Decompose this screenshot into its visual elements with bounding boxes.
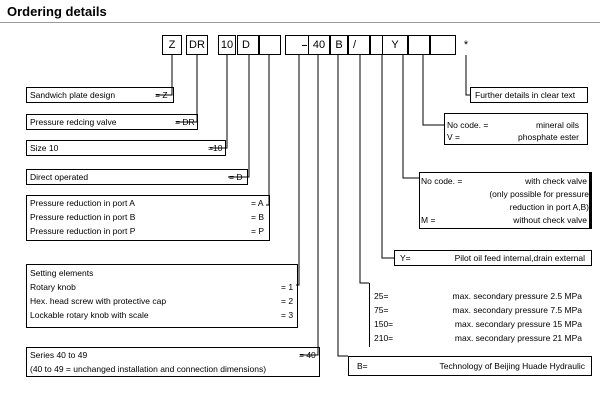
- check-without: without check valve: [513, 215, 587, 225]
- reduction-box: [26, 195, 270, 241]
- check-line2: (only possible for pressure: [489, 189, 589, 199]
- setting-heading: Setting elements: [30, 268, 94, 278]
- further-label: Further details in clear text: [475, 90, 576, 100]
- setting-item-2-label: Hex. head screw with protective cap: [30, 296, 167, 306]
- pressure-code-1: 25=: [374, 291, 389, 301]
- code-cell-z: Z: [162, 35, 182, 55]
- reduction-p-code: = P: [251, 226, 264, 236]
- tech-box: [348, 356, 592, 376]
- seals-code-2: V =: [447, 132, 460, 142]
- tech-code: B=: [357, 361, 368, 371]
- pressure-box: [369, 283, 592, 347]
- code-cell-size: 10: [218, 35, 236, 55]
- series-code: = 40: [299, 350, 316, 360]
- setting-item-2-code: = 2: [281, 296, 294, 306]
- series-label: Series 40 to 49: [30, 350, 88, 360]
- setting-item-3-label: Lockable rotary knob with scale: [30, 310, 149, 320]
- size-box: [26, 140, 226, 156]
- setting-item-1-label: Rotary knob: [30, 282, 76, 292]
- series-box: [26, 347, 320, 377]
- further-box: [470, 87, 588, 103]
- pilot-box: [394, 250, 592, 266]
- code-cell-check: [408, 35, 430, 55]
- seals-desc-1: mineral oils: [536, 120, 579, 130]
- valve-code: = DR: [175, 117, 195, 127]
- pressure-desc-4: max. secondary pressure 21 MPa: [454, 333, 582, 343]
- seals-code-1: No code. =: [447, 120, 489, 130]
- reduction-a-label: Pressure reduction in port A: [30, 198, 135, 208]
- reduction-b-code: = B: [251, 212, 264, 222]
- code-cell-seals: [430, 35, 456, 55]
- pilot-desc: Pilot oil feed internal,drain external: [454, 253, 585, 263]
- setting-item-1-code: = 1: [281, 282, 294, 292]
- size-code: =10: [208, 143, 223, 153]
- check-line3: reduction in port A,B): [509, 202, 589, 212]
- pressure-desc-2: max. secondary pressure 7.5 MPa: [452, 305, 582, 315]
- setting-item-3-code: = 3: [281, 310, 294, 320]
- code-cell-dr: DR: [186, 35, 208, 55]
- code-cell-series: 40: [308, 35, 330, 55]
- design-box: [26, 87, 174, 103]
- valve-box: [26, 114, 198, 130]
- pressure-desc-1: max. secondary pressure 2.5 MPa: [452, 291, 582, 301]
- valve-label: Pressure redcing valve: [30, 117, 117, 127]
- code-cell-d: D: [237, 35, 259, 55]
- design-code: = Z: [155, 90, 168, 100]
- code-dash: [302, 45, 307, 46]
- tech-desc: Technology of Beijing Huade Hydraulic: [439, 361, 585, 371]
- design-label: Sandwich plate design: [30, 90, 116, 100]
- code-cell-b: B: [330, 35, 348, 55]
- code-cell-slash: /: [348, 35, 370, 55]
- reduction-p-label: Pressure reduction in port P: [30, 226, 136, 236]
- code-cell-star: *: [456, 35, 476, 55]
- check-m-code: M =: [421, 215, 436, 225]
- operated-box: [26, 169, 248, 185]
- reduction-a-code: = A: [251, 198, 264, 208]
- reduction-b-label: Pressure reduction in port B: [30, 212, 136, 222]
- pilot-code: Y=: [400, 253, 411, 263]
- check-with: with check valve: [525, 176, 587, 186]
- code-cell-reduction: [259, 35, 281, 55]
- seals-box: [444, 113, 588, 145]
- check-no-code: No code. =: [421, 176, 463, 186]
- check-box: [419, 172, 592, 229]
- pressure-code-3: 150=: [374, 319, 394, 329]
- operated-label: Direct operated: [30, 172, 89, 182]
- page-title: Ordering details: [7, 4, 107, 19]
- code-cell-y: Y: [382, 35, 408, 55]
- operated-code: = D: [229, 172, 243, 182]
- pressure-code-4: 210=: [374, 333, 394, 343]
- size-label: Size 10: [30, 143, 59, 153]
- pressure-code-2: 75=: [374, 305, 389, 315]
- seals-desc-2: phosphate ester: [518, 132, 579, 142]
- series-note: (40 to 49 = unchanged installation and connection dimensions): [30, 364, 267, 374]
- pressure-desc-3: max. secondary pressure 15 MPa: [454, 319, 582, 329]
- setting-box: [26, 264, 298, 328]
